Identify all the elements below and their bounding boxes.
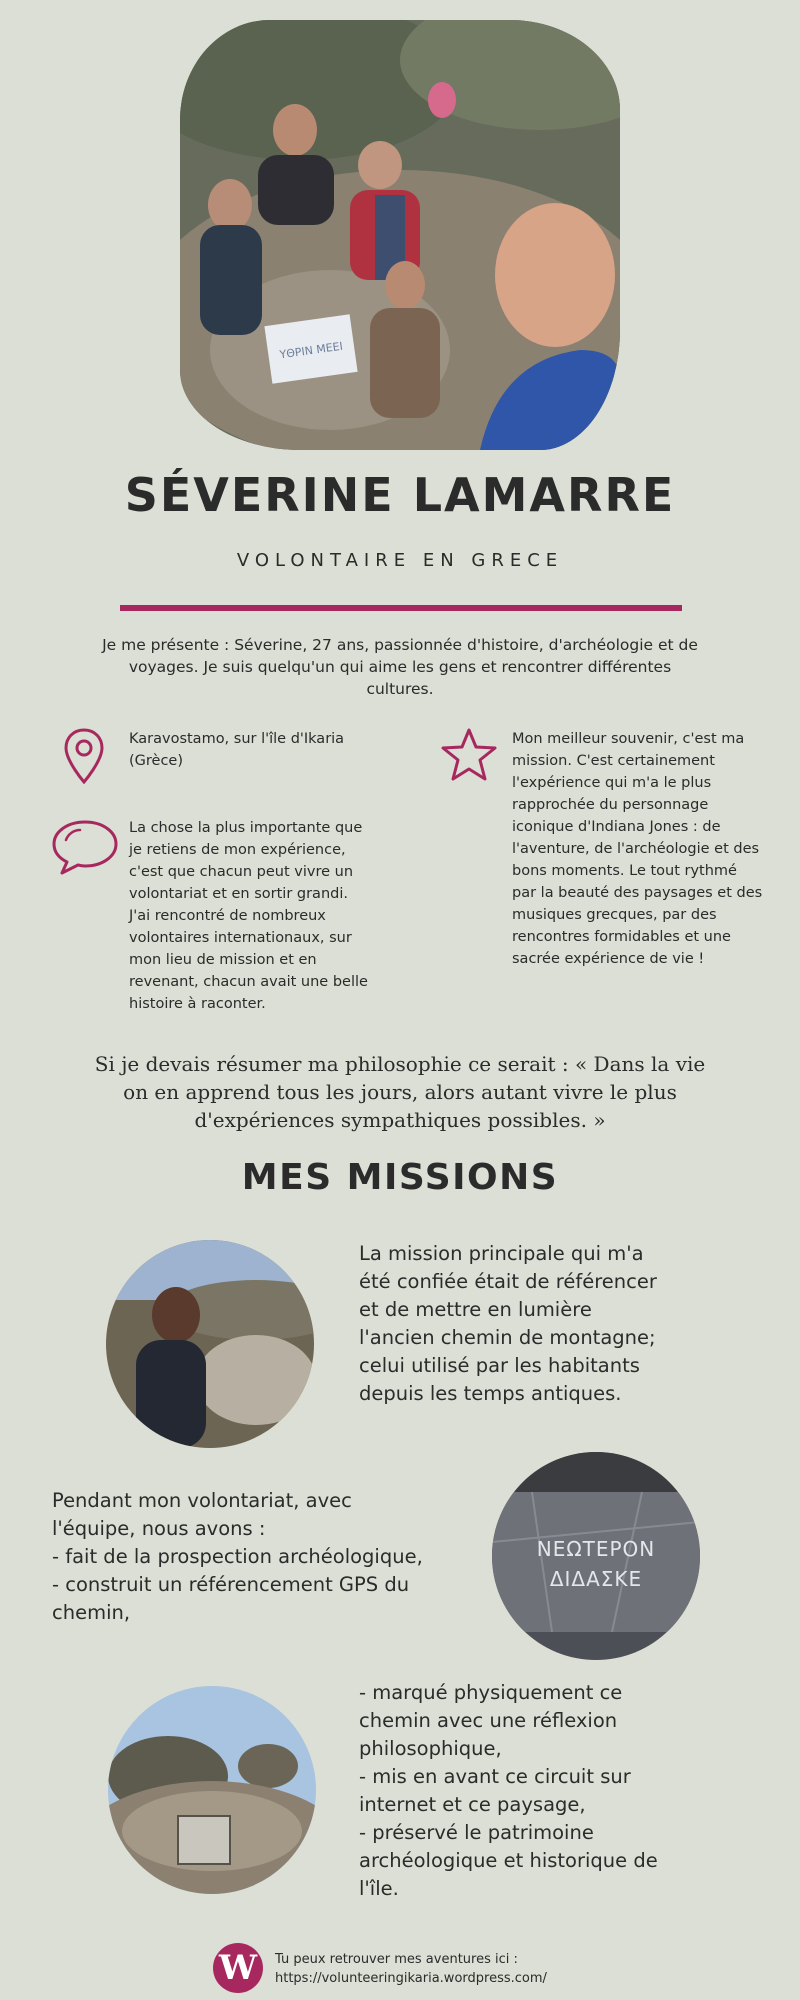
mission-line: philosophique, xyxy=(359,1737,502,1760)
memory-line: Mon meilleur souvenir, c'est ma xyxy=(512,731,745,747)
experience-line: La chose la plus importante que xyxy=(129,820,363,836)
mission-line: chemin, xyxy=(52,1601,131,1624)
memory-line: iconique d'Indiana Jones : de xyxy=(512,819,721,835)
memory-line: mission. C'est certainement xyxy=(512,753,715,769)
location-line: Karavostamo, sur l'île d'Ikaria xyxy=(129,731,345,747)
accent-divider xyxy=(120,605,682,611)
memory-line: par la beauté des paysages et des xyxy=(512,885,763,901)
mission-line: - marqué physiquement ce xyxy=(359,1681,623,1704)
experience-line: volontariat et en sortir grandi. xyxy=(129,886,348,902)
intro-paragraph: Je me présente : Séverine, 27 ans, passionnée d'histoire, d'archéologie et de voyages. Je suis quelqu'un qui aime les gens et rencontrer différentes cultures. xyxy=(102,636,698,698)
hero-group-photo xyxy=(180,20,620,450)
mission-line: La mission principale qui m'a xyxy=(359,1242,644,1265)
footer-line: Tu peux retrouver mes aventures ici : xyxy=(275,1952,518,1967)
memory-line: rapprochée du personnage xyxy=(512,797,709,813)
mission-text-3 xyxy=(359,1679,759,1903)
location-pin-icon xyxy=(62,727,106,785)
blog-link[interactable]: https://volunteeringikaria.wordpress.com/ xyxy=(275,1971,547,1986)
stone-text-line: ΔΙΔΑΣΚΕ xyxy=(549,1567,643,1591)
mission-line: l'ancien chemin de montagne; xyxy=(359,1326,656,1349)
quote-line: Si je devais résumer ma philosophie ce serait : « Dans la vie xyxy=(94,1052,706,1076)
mission-line: - mis en avant ce circuit sur xyxy=(359,1765,631,1788)
mission-line: archéologique et historique de xyxy=(359,1849,658,1872)
mission-line: été confiée était de référencer xyxy=(359,1270,657,1293)
experience-line: volontaires internationaux, sur xyxy=(129,930,352,946)
mission-text-1 xyxy=(359,1240,759,1408)
mission-photo-woman xyxy=(106,1240,314,1448)
mission-line: et de mettre en lumière xyxy=(359,1298,592,1321)
stone-text-line: ΝΕΩΤΕΡΟΝ xyxy=(536,1537,656,1561)
mission-line: l'équipe, nous avons : xyxy=(52,1517,266,1540)
experience-line: je retiens de mon expérience, xyxy=(129,842,346,858)
mission-line: - construit un référencement GPS du xyxy=(52,1573,410,1596)
location-line: (Grèce) xyxy=(129,753,184,769)
mission-line: internet et ce paysage, xyxy=(359,1793,586,1816)
mission-line: Pendant mon volontariat, avec xyxy=(52,1489,352,1512)
person-name: SÉVERINE LAMARRE xyxy=(124,468,676,522)
mission-line: depuis les temps antiques. xyxy=(359,1382,622,1405)
footer-text xyxy=(275,1950,547,1988)
mission-text-2 xyxy=(52,1487,492,1627)
experience-line: revenant, chacun avait une belle xyxy=(129,974,368,990)
memory-line: sacrée expérience de vie ! xyxy=(512,951,705,967)
experience-line: mon lieu de mission et en xyxy=(129,952,317,968)
experience-text xyxy=(129,817,399,1015)
mission-line: - fait de la prospection archéologique, xyxy=(52,1545,423,1568)
missions-heading: MES MISSIONS xyxy=(241,1157,559,1198)
star-icon xyxy=(440,727,498,783)
person-role: VOLONTAIRE EN GRECE xyxy=(236,550,564,571)
mission-line: - préservé le patrimoine xyxy=(359,1821,594,1844)
speech-bubble-icon xyxy=(50,818,120,876)
memory-line: bons moments. Le tout rythmé xyxy=(512,863,737,879)
wordpress-logo-icon[interactable]: W xyxy=(213,1943,263,1993)
mission-line: chemin avec une réflexion xyxy=(359,1709,618,1732)
memory-line: musiques grecques, par des xyxy=(512,907,717,923)
experience-line: histoire à raconter. xyxy=(129,996,266,1012)
memory-text xyxy=(512,728,792,970)
experience-line: J'ai rencontré de nombreux xyxy=(129,908,326,924)
hero-sign-text: ΥΘΡΙΝ ΜΕΕΙ xyxy=(278,339,344,362)
location-text xyxy=(129,728,389,772)
philosophy-quote xyxy=(75,1050,725,1134)
memory-line: rencontres formidables et une xyxy=(512,929,731,945)
quote-line: on en apprend tous les jours, alors autant vivre le plus xyxy=(123,1080,677,1104)
mission-line: l'île. xyxy=(359,1877,399,1900)
memory-line: l'aventure, de l'archéologie et des xyxy=(512,841,760,857)
mission-line: celui utilisé par les habitants xyxy=(359,1354,640,1377)
mission-photo-stone-inscription xyxy=(492,1452,700,1660)
mission-photo-rock-plaque xyxy=(108,1686,316,1894)
experience-line: c'est que chacun peut vivre un xyxy=(129,864,354,880)
quote-line: d'expériences sympathiques possibles. » xyxy=(194,1108,606,1132)
memory-line: l'expérience qui m'a le plus xyxy=(512,775,712,791)
